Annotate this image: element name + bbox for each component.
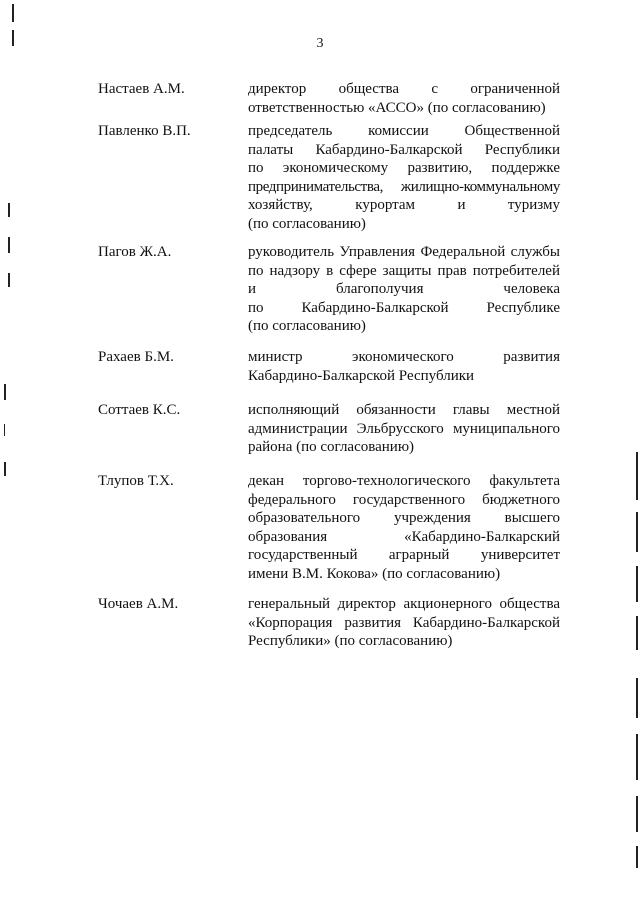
scan-mark-left (12, 4, 14, 22)
member-position (248, 122, 560, 234)
member-position (248, 80, 560, 117)
member-position (248, 243, 560, 336)
position-line: декан торгово-технологического факультета (248, 473, 560, 489)
member-name: Пагов Ж.А. (98, 244, 172, 260)
position-line: директор общества с ограниченной (248, 81, 560, 97)
position-line: образования «Кабардино-Балкарский (248, 528, 560, 545)
scan-mark-left (12, 30, 14, 46)
position-line: района (по согласованию) (248, 439, 415, 456)
scan-mark-right (636, 678, 638, 718)
scan-mark-left (4, 462, 6, 476)
scan-mark-right (636, 616, 638, 650)
member-name: Павленко В.П. (98, 123, 191, 139)
position-line: по Кабардино-Балкарской Республике (248, 299, 560, 316)
scan-mark-left (8, 237, 10, 253)
position-line: по экономическому развитию, поддержке (248, 160, 560, 177)
position-line: (по согласованию) (248, 215, 366, 232)
scan-mark-left (4, 384, 6, 400)
position-line: исполняющий обязанности главы местной (248, 402, 560, 418)
page-number: 3 (316, 36, 324, 51)
member-position (248, 401, 560, 457)
position-line: председатель комиссии Общественной (248, 123, 560, 139)
position-line: Республики» (по согласованию) (248, 633, 453, 650)
scan-mark-left (4, 424, 5, 436)
position-line: предпринимательства, жилищно-коммунальному (248, 178, 560, 195)
scan-mark-left (8, 273, 10, 287)
position-line: палаты Кабардино-Балкарской Республики (248, 141, 560, 158)
member-name: Тлупов Т.Х. (98, 473, 174, 489)
position-line: «Корпорация развития Кабардино-Балкарской (248, 614, 560, 631)
member-name: Рахаев Б.М. (98, 349, 174, 365)
scan-mark-left (8, 203, 10, 217)
position-line: государственный аграрный университет (248, 547, 560, 564)
position-line: федерального государственного бюджетного (248, 491, 560, 508)
scan-mark-right (636, 452, 638, 500)
position-line: генеральный директор акционерного общества (248, 596, 560, 612)
position-line: министр экономического развития (248, 349, 560, 365)
member-position (248, 348, 560, 385)
position-line: хозяйству, курортам и туризму (248, 197, 560, 214)
position-line: руководитель Управления Федеральной службы (248, 244, 560, 260)
member-name: Чочаев А.М. (98, 596, 179, 612)
scan-mark-right (636, 512, 638, 552)
member-position (248, 472, 560, 584)
scan-mark-right (636, 566, 638, 602)
position-line: и благополучия человека (248, 281, 560, 298)
member-position (248, 595, 560, 651)
position-line: по надзору в сфере защиты прав потребителей (248, 262, 560, 279)
scan-mark-right (636, 796, 638, 832)
position-line: ответственностью «АССО» (по согласованию) (248, 99, 546, 116)
position-line: Кабардино-Балкарской Республики (248, 367, 475, 384)
scan-mark-right (636, 846, 638, 868)
position-line: (по согласованию) (248, 318, 366, 335)
position-line: образовательного учреждения высшего (248, 510, 560, 527)
scan-mark-right (636, 734, 638, 780)
member-name: Соттаев К.С. (98, 402, 181, 418)
position-line: администрации Эльбрусского муниципального (248, 420, 560, 437)
member-name: Настаев А.М. (98, 81, 185, 97)
position-line: имени В.М. Кокова» (по согласованию) (248, 565, 501, 582)
